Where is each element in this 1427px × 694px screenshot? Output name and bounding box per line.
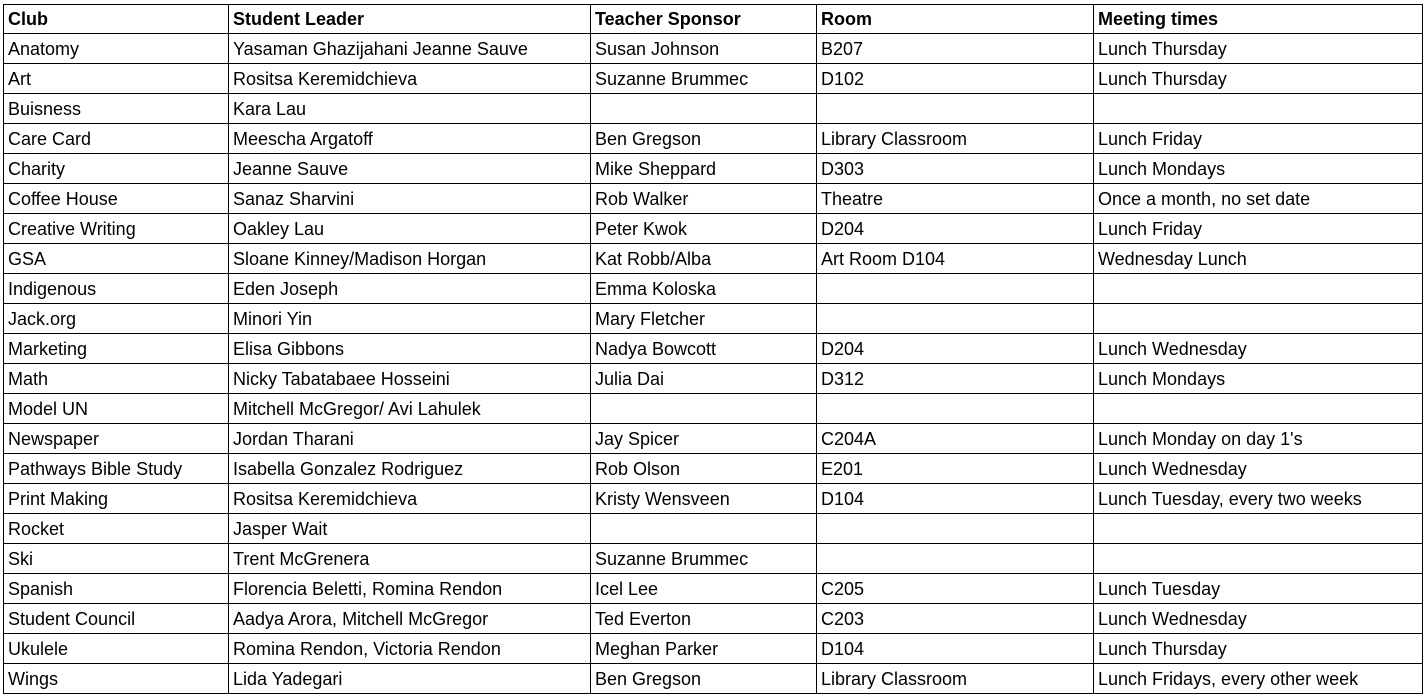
table-row xyxy=(4,604,1423,634)
room-cell[interactable]: D204 xyxy=(817,214,1094,244)
room-cell[interactable]: Art Room D104 xyxy=(817,244,1094,274)
meeting-times-cell[interactable]: Lunch Wednesday xyxy=(1094,604,1423,634)
student-leader-cell[interactable]: Isabella Gonzalez Rodriguez xyxy=(229,454,591,484)
club-cell[interactable]: Coffee House xyxy=(4,184,229,214)
header-row xyxy=(4,5,1423,34)
room-cell[interactable]: Library Classroom xyxy=(817,124,1094,154)
club-cell[interactable]: Anatomy xyxy=(4,34,229,64)
table-row xyxy=(4,304,1423,334)
room-cell[interactable]: Theatre xyxy=(817,184,1094,214)
room-cell[interactable] xyxy=(817,274,1094,304)
club-cell[interactable]: Creative Writing xyxy=(4,214,229,244)
teacher-sponsor-cell[interactable]: Julia Dai xyxy=(591,364,817,394)
teacher-sponsor-cell[interactable] xyxy=(591,514,817,544)
teacher-sponsor-cell[interactable]: Ben Gregson xyxy=(591,664,817,694)
clubs-table xyxy=(3,4,1423,694)
meeting-times-cell[interactable]: Lunch Tuesday, every two weeks xyxy=(1094,484,1423,514)
teacher-sponsor-cell[interactable]: Nadya Bowcott xyxy=(591,334,817,364)
table-row xyxy=(4,334,1423,364)
teacher-sponsor-cell[interactable]: Rob Olson xyxy=(591,454,817,484)
room-cell[interactable]: D204 xyxy=(817,334,1094,364)
table-row xyxy=(4,274,1423,304)
student-leader-cell[interactable]: Minori Yin xyxy=(229,304,591,334)
meeting-times-cell[interactable]: Once a month, no set date xyxy=(1094,184,1423,214)
meeting-times-cell[interactable] xyxy=(1094,544,1423,574)
club-cell[interactable]: Care Card xyxy=(4,124,229,154)
meeting-times-cell[interactable] xyxy=(1094,274,1423,304)
meeting-times-cell[interactable]: Lunch Mondays xyxy=(1094,364,1423,394)
room-cell[interactable]: D102 xyxy=(817,64,1094,94)
header-meeting-times[interactable]: Meeting times xyxy=(1094,5,1423,34)
meeting-times-cell[interactable] xyxy=(1094,94,1423,124)
table-row xyxy=(4,484,1423,514)
room-cell[interactable]: D303 xyxy=(817,154,1094,184)
table-row xyxy=(4,424,1423,454)
table-row xyxy=(4,184,1423,214)
teacher-sponsor-cell[interactable]: Meghan Parker xyxy=(591,634,817,664)
club-cell[interactable]: Spanish xyxy=(4,574,229,604)
student-leader-cell[interactable]: Rositsa Keremidchieva xyxy=(229,484,591,514)
clubs-spreadsheet xyxy=(3,4,1423,694)
teacher-sponsor-cell[interactable]: Ben Gregson xyxy=(591,124,817,154)
table-row xyxy=(4,574,1423,604)
table-row xyxy=(4,34,1423,64)
meeting-times-cell[interactable] xyxy=(1094,514,1423,544)
student-leader-cell[interactable]: Rositsa Keremidchieva xyxy=(229,64,591,94)
meeting-times-cell[interactable] xyxy=(1094,304,1423,334)
teacher-sponsor-cell[interactable]: Peter Kwok xyxy=(591,214,817,244)
room-cell[interactable]: Library Classroom xyxy=(817,664,1094,694)
club-cell[interactable]: Buisness xyxy=(4,94,229,124)
meeting-times-cell[interactable]: Lunch Thursday xyxy=(1094,64,1423,94)
table-row xyxy=(4,154,1423,184)
club-cell[interactable]: Ski xyxy=(4,544,229,574)
student-leader-cell[interactable]: Eden Joseph xyxy=(229,274,591,304)
room-cell[interactable]: D104 xyxy=(817,634,1094,664)
club-cell[interactable]: Student Council xyxy=(4,604,229,634)
room-cell[interactable] xyxy=(817,304,1094,334)
teacher-sponsor-cell[interactable]: Rob Walker xyxy=(591,184,817,214)
table-row xyxy=(4,64,1423,94)
table-row xyxy=(4,124,1423,154)
student-leader-cell[interactable]: Kara Lau xyxy=(229,94,591,124)
club-cell[interactable]: Jack.org xyxy=(4,304,229,334)
room-cell[interactable] xyxy=(817,544,1094,574)
teacher-sponsor-cell[interactable]: Mary Fletcher xyxy=(591,304,817,334)
club-cell[interactable]: Model UN xyxy=(4,394,229,424)
teacher-sponsor-cell[interactable]: Kat Robb/Alba xyxy=(591,244,817,274)
meeting-times-cell[interactable]: Lunch Fridays, every other week xyxy=(1094,664,1423,694)
meeting-times-cell[interactable]: Lunch Wednesday xyxy=(1094,334,1423,364)
table-row xyxy=(4,244,1423,274)
club-cell[interactable]: Pathways Bible Study xyxy=(4,454,229,484)
table-row xyxy=(4,544,1423,574)
teacher-sponsor-cell[interactable]: Emma Koloska xyxy=(591,274,817,304)
room-cell[interactable]: D312 xyxy=(817,364,1094,394)
club-cell[interactable]: Wings xyxy=(4,664,229,694)
room-cell[interactable]: D104 xyxy=(817,484,1094,514)
club-cell[interactable]: Ukulele xyxy=(4,634,229,664)
meeting-times-cell[interactable]: Lunch Thursday xyxy=(1094,634,1423,664)
table-row xyxy=(4,214,1423,244)
student-leader-cell[interactable]: Jasper Wait xyxy=(229,514,591,544)
meeting-times-cell[interactable] xyxy=(1094,394,1423,424)
student-leader-cell[interactable]: Lida Yadegari xyxy=(229,664,591,694)
teacher-sponsor-cell[interactable]: Kristy Wensveen xyxy=(591,484,817,514)
teacher-sponsor-cell[interactable] xyxy=(591,94,817,124)
room-cell[interactable] xyxy=(817,94,1094,124)
club-cell[interactable]: GSA xyxy=(4,244,229,274)
teacher-sponsor-cell[interactable] xyxy=(591,394,817,424)
table-row xyxy=(4,454,1423,484)
meeting-times-cell[interactable]: Lunch Tuesday xyxy=(1094,574,1423,604)
teacher-sponsor-cell[interactable]: Suzanne Brummec xyxy=(591,544,817,574)
student-leader-cell[interactable]: Romina Rendon, Victoria Rendon xyxy=(229,634,591,664)
student-leader-cell[interactable]: Sanaz Sharvini xyxy=(229,184,591,214)
meeting-times-cell[interactable]: Lunch Mondays xyxy=(1094,154,1423,184)
table-body xyxy=(4,34,1423,694)
club-cell[interactable]: Art xyxy=(4,64,229,94)
club-cell[interactable]: Rocket xyxy=(4,514,229,544)
student-leader-cell[interactable]: Florencia Beletti, Romina Rendon xyxy=(229,574,591,604)
room-cell[interactable] xyxy=(817,394,1094,424)
meeting-times-cell[interactable]: Wednesday Lunch xyxy=(1094,244,1423,274)
student-leader-cell[interactable]: Elisa Gibbons xyxy=(229,334,591,364)
club-cell[interactable]: Newspaper xyxy=(4,424,229,454)
room-cell[interactable]: C203 xyxy=(817,604,1094,634)
header-student-leader[interactable]: Student Leader xyxy=(229,5,591,34)
club-cell[interactable]: Print Making xyxy=(4,484,229,514)
room-cell[interactable]: C204A xyxy=(817,424,1094,454)
student-leader-cell[interactable]: Jeanne Sauve xyxy=(229,154,591,184)
table-row xyxy=(4,634,1423,664)
student-leader-cell[interactable]: Aadya Arora, Mitchell McGregor xyxy=(229,604,591,634)
student-leader-cell[interactable]: Sloane Kinney/Madison Horgan xyxy=(229,244,591,274)
room-cell[interactable]: E201 xyxy=(817,454,1094,484)
meeting-times-cell[interactable]: Lunch Monday on day 1's xyxy=(1094,424,1423,454)
teacher-sponsor-cell[interactable]: Ted Everton xyxy=(591,604,817,634)
teacher-sponsor-cell[interactable]: Icel Lee xyxy=(591,574,817,604)
club-cell[interactable]: Charity xyxy=(4,154,229,184)
student-leader-cell[interactable]: Trent McGrenera xyxy=(229,544,591,574)
table-row xyxy=(4,364,1423,394)
teacher-sponsor-cell[interactable]: Mike Sheppard xyxy=(591,154,817,184)
table-row xyxy=(4,394,1423,424)
teacher-sponsor-cell[interactable]: Jay Spicer xyxy=(591,424,817,454)
student-leader-cell[interactable]: Nicky Tabatabaee Hosseini xyxy=(229,364,591,394)
student-leader-cell[interactable]: Mitchell McGregor/ Avi Lahulek xyxy=(229,394,591,424)
student-leader-cell[interactable]: Meescha Argatoff xyxy=(229,124,591,154)
meeting-times-cell[interactable]: Lunch Friday xyxy=(1094,124,1423,154)
student-leader-cell[interactable]: Jordan Tharani xyxy=(229,424,591,454)
room-cell[interactable] xyxy=(817,514,1094,544)
room-cell[interactable]: C205 xyxy=(817,574,1094,604)
room-cell[interactable]: B207 xyxy=(817,34,1094,64)
header-room[interactable]: Room xyxy=(817,5,1094,34)
teacher-sponsor-cell[interactable]: Susan Johnson xyxy=(591,34,817,64)
table-row xyxy=(4,94,1423,124)
table-row xyxy=(4,514,1423,544)
student-leader-cell[interactable]: Yasaman Ghazijahani Jeanne Sauve xyxy=(229,34,591,64)
header-teacher-sponsor[interactable]: Teacher Sponsor xyxy=(591,5,817,34)
meeting-times-cell[interactable]: Lunch Thursday xyxy=(1094,34,1423,64)
club-cell[interactable]: Marketing xyxy=(4,334,229,364)
meeting-times-cell[interactable]: Lunch Wednesday xyxy=(1094,454,1423,484)
meeting-times-cell[interactable]: Lunch Friday xyxy=(1094,214,1423,244)
header-club[interactable]: Club xyxy=(4,5,229,34)
student-leader-cell[interactable]: Oakley Lau xyxy=(229,214,591,244)
club-cell[interactable]: Indigenous xyxy=(4,274,229,304)
table-row xyxy=(4,664,1423,694)
teacher-sponsor-cell[interactable]: Suzanne Brummec xyxy=(591,64,817,94)
club-cell[interactable]: Math xyxy=(4,364,229,394)
